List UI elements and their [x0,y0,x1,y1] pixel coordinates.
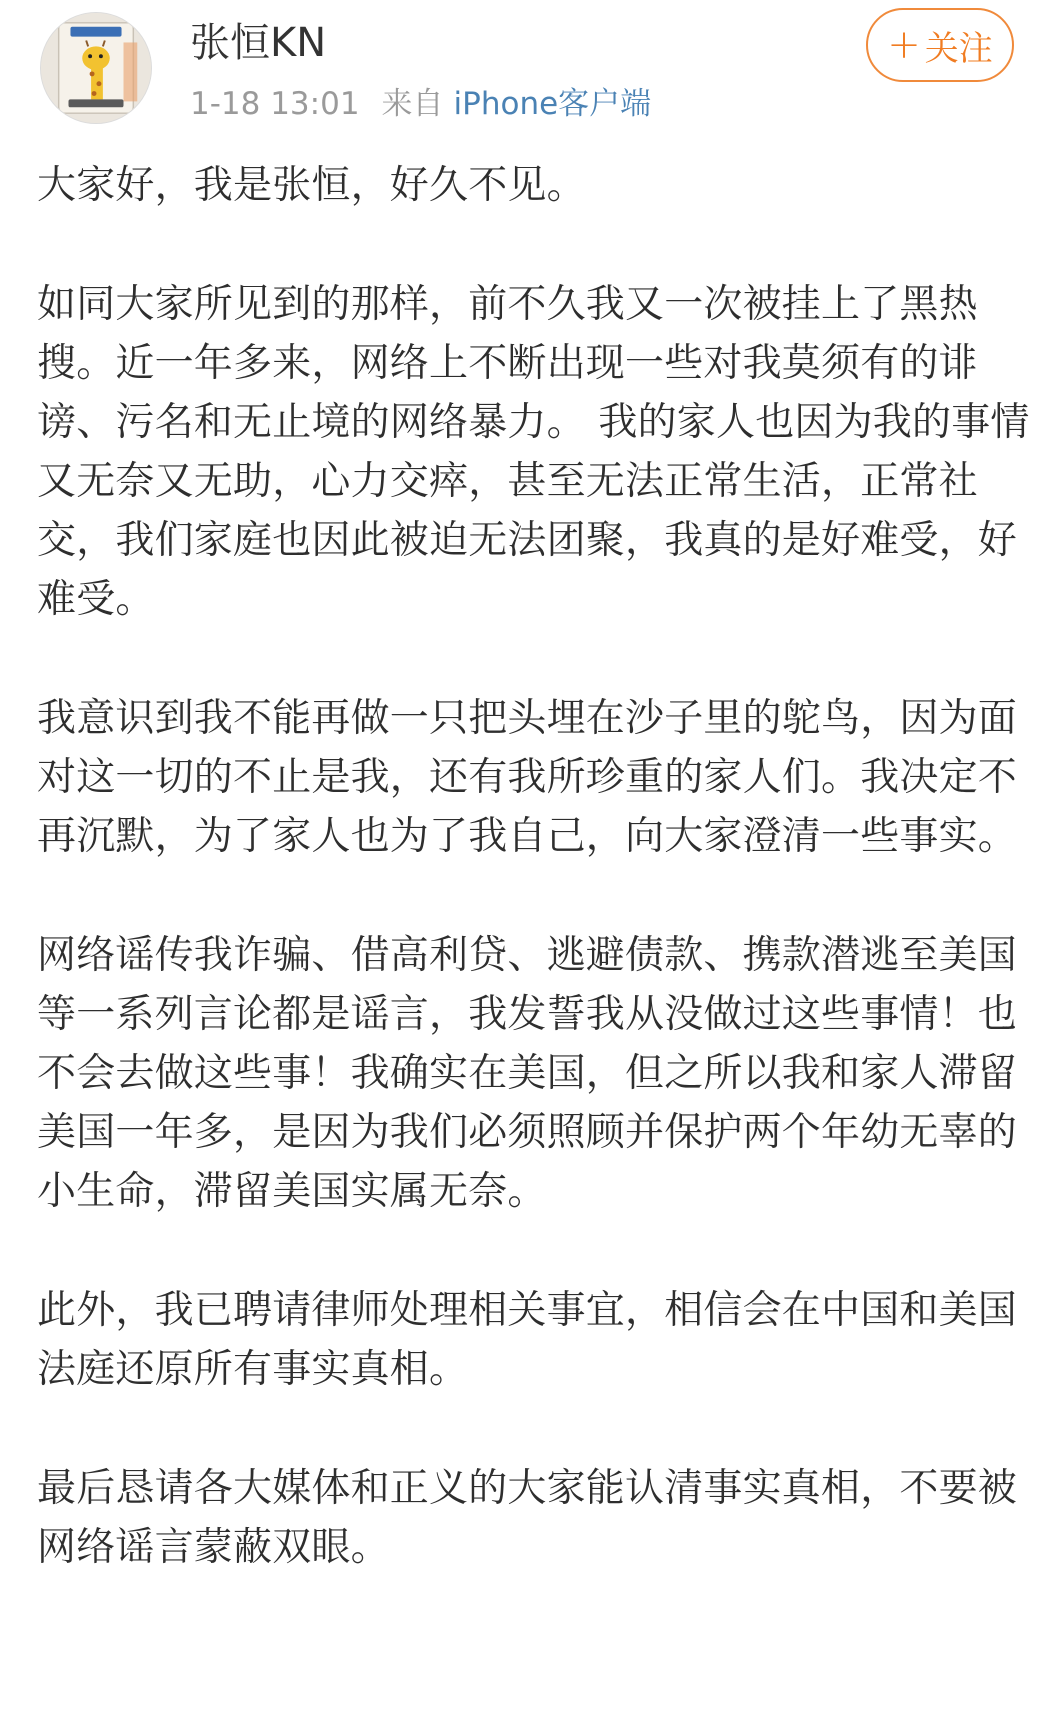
giraffe-sticker-avatar-icon [41,13,151,123]
avatar[interactable] [40,12,152,124]
post-paragraph-5: 此外，我已聘请律师处理相关事宜，相信会在中国和美国法庭还原所有事实真相。 [37,1288,1018,1392]
post-paragraph-6: 最后恳请各大媒体和正义的大家能认清事实真相，不要被网络谣言蒙蔽双眼。 [37,1466,1018,1570]
plus-icon: + [887,22,921,68]
post-paragraph-1: 大家好，我是张恒，好久不见。 [37,163,586,208]
post-paragraph-2: 如同大家所见到的那样，前不久我又一次被挂上了黑热搜。近一年多来，网络上不断出现一些对我莫须有的诽谤、污名和无止境的网络暴力。 我的家人也因为我的事情又无奈又无助，心力交瘁，甚至无法正常生活，正常社交，我们家庭也因此被迫无法团聚，我真的是好难受，好难受。 [37,282,1030,622]
follow-button-label: 关注 [924,28,993,69]
post-paragraph-3: 我意识到我不能再做一只把头埋在沙子里的鸵鸟，因为面对这一切的不止是我，还有我所珍重的家人们。我决定不再沉默，为了家人也为了我自己，向大家澄清一些事实。 [37,696,1018,859]
source-label: 来自 [381,86,444,122]
post-paragraph-4: 网络谣传我诈骗、借高利贷、逃避债款、携款潜逃至美国等一系列言论都是谣言，我发誓我从没做过这些事情！也不会去做这些事！我确实在美国，但之所以我和家人滞留美国一年多，是因为我们必须照顾并保护两个年幼无辜的小生命，滞留美国实属无奈。 [37,933,1018,1214]
post-meta [190,84,651,124]
post-body [37,156,1037,1577]
user-name[interactable]: 张恒KN [190,20,327,66]
post-header [0,0,1056,130]
post-timestamp: 1-18 13:01 [190,86,360,122]
follow-button[interactable] [866,8,1014,82]
source-app-link[interactable]: iPhone客户端 [453,86,652,122]
